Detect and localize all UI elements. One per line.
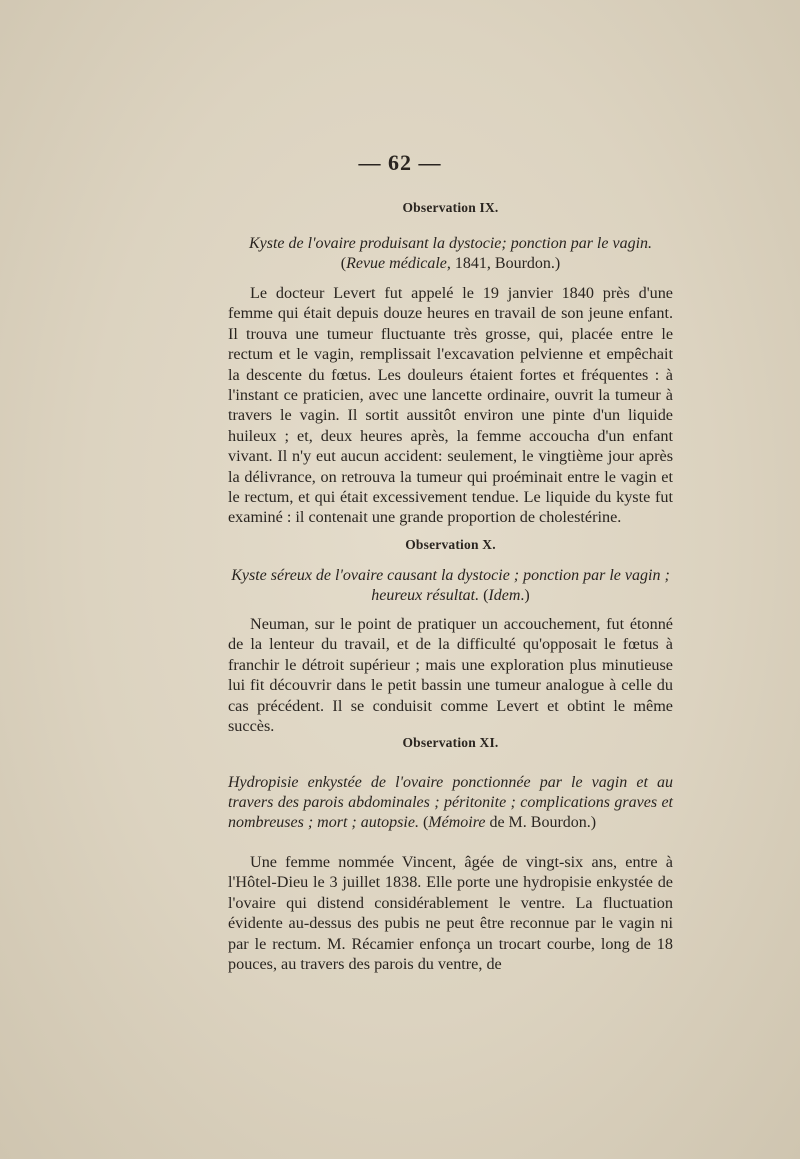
observation-11-subtitle [228,773,673,833]
observation-9-ref-source: Revue médicale [346,255,447,272]
observation-9-ref-rest: , 1841, Bourdon.) [446,255,561,272]
observation-10-ref-rest: .) [520,587,530,604]
observation-10-ref-open: ( [479,587,489,604]
observation-11-body: Une femme nommée Vincent, âgée de vingt-six ans, entre à l'Hôtel-Dieu le 3 juillet 1838. Elle porte une hydropisie enkystée de l'ovaire qui distend considérablement le ventre. La fluctuation évidente au-dessus des pubis ne peut être reconnue par le vagin ni par le rectum. M. Récamier enfonça un trocart courbe, long de 18 pouces, au travers des parois du ventre, de [228,853,673,974]
observation-11-ref-open: ( [418,814,429,831]
observation-10-subtitle-main: Kyste séreux de l'ovaire causant la dystocie ; ponction par le vagin ; heureux résultat. [231,567,670,604]
observation-10-subtitle [228,566,673,606]
observation-10-body: Neuman, sur le point de pratiquer un accouchement, fut étonné de la lenteur du travail, et de la difficulté qu'opposait le fœtus à franchir le détroit supérieur ; mais une exploration plus minutieuse lui fit découvrir dans le petit bassin une tumeur analogue à celle du cas précédent. Il se conduisit comme Levert et obtint le même succès. [228,615,673,736]
observation-10-ref-source: Idem [488,587,521,604]
observation-11-ref-source: Mémoire [428,814,486,831]
observation-11-ref-rest: de M. Bourdon.) [485,814,597,831]
observation-11-subtitle-main: Hydropisie enkystée de l'ovaire ponctionnée par le vagin et au travers des parois abdominales ; péritonite ; complications graves et nombreuses ; mort ; autopsie. [228,774,673,831]
observation-9-body: Le docteur Levert fut appelé le 19 janvier 1840 près d'une femme qui était depuis douze heures en travail de son jeune enfant. Il trouva une tumeur fluctuante très grosse, qui, placée entre le rectum et le vagin, remplissait l'excavation pelvienne et empêchait la descente du fœtus. Les douleurs étaient fortes et fréquentes : à l'instant ce praticien, avec une lancette ordinaire, ouvrit la tumeur à travers le vagin. Il sortit aussitôt environ une pinte d'un liquide huileux ; et, deux heures après, la femme accoucha d'un enfant vivant. Il n'y eut aucun accident: seulement, le vingtième jour après la délivrance, on retrouva la tumeur qui proéminait entre le vagin et le rectum, et qui était excessivement tendue. Le liquide du kyste fut examiné : il contenait une grande proportion de cholestérine. [228,284,673,527]
observation-9-subtitle [228,234,673,274]
page-number: — 62 — [358,150,442,175]
observation-9-ref-open: ( [340,255,347,272]
observation-10-title: Observation X. [405,537,496,552]
observation-9-title: Observation IX. [402,200,499,215]
observation-11-title: Observation XI. [402,735,499,750]
observation-9-subtitle-main: Kyste de l'ovaire produisant la dystocie; ponction par le vagin. [248,235,653,252]
